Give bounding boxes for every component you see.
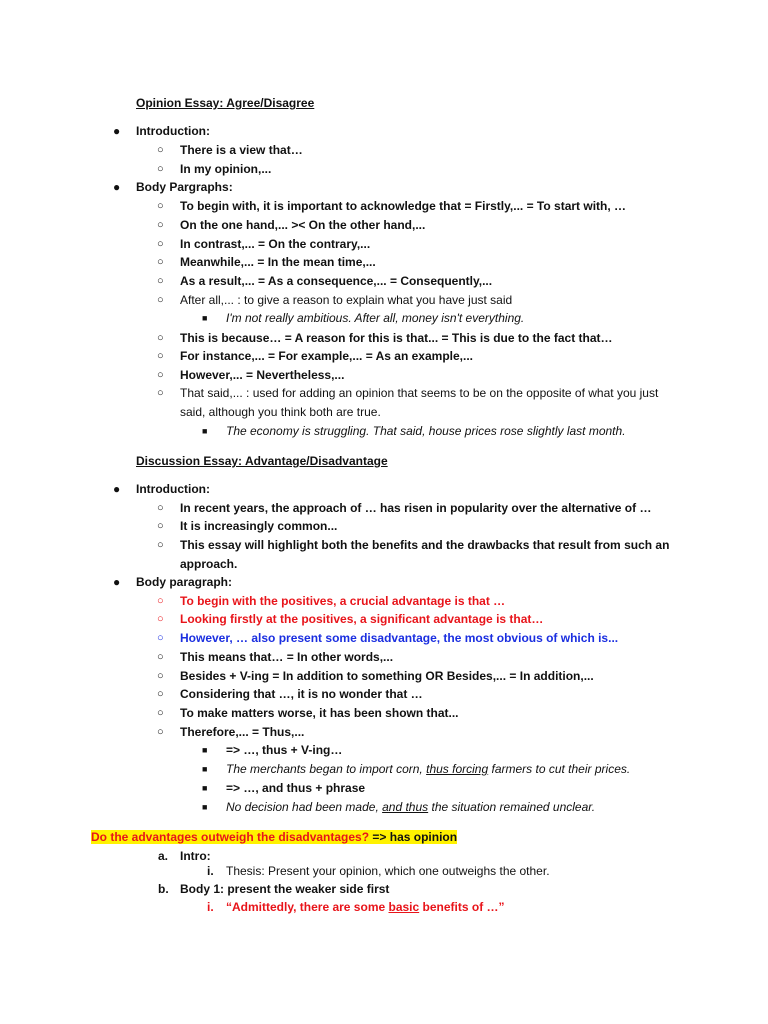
square-bullet-icon: ■ xyxy=(202,783,208,793)
circle-bullet-icon: ○ xyxy=(157,502,164,514)
outline-item-a-i-marker: i. xyxy=(207,864,214,878)
circle-bullet-icon: ○ xyxy=(157,632,164,644)
advantages-heading: Do the advantages outweigh the disadvantages? => has opinion xyxy=(91,830,458,844)
circle-bullet-icon: ○ xyxy=(157,219,164,231)
circle-bullet-icon: ○ xyxy=(157,294,164,306)
circle-bullet-icon: ○ xyxy=(157,520,164,532)
square-bullet-icon: ■ xyxy=(202,764,208,774)
circle-bullet-icon: ○ xyxy=(157,163,164,175)
circle-bullet-icon: ○ xyxy=(157,688,164,700)
outline-item-a-label: Intro: xyxy=(180,849,211,863)
circle-bullet-icon: ○ xyxy=(157,238,164,250)
outline-item-a: a. xyxy=(158,849,169,863)
square-bullet-icon: ■ xyxy=(202,313,208,323)
opinion-essay-heading: Opinion Essay: Agree/Disagree xyxy=(136,96,315,110)
outline-item-a-i: Thesis: Present your opinion, which one outweighs the other. xyxy=(226,864,550,878)
circle-bullet-icon: ○ xyxy=(157,350,164,362)
circle-bullet-icon: ○ xyxy=(157,539,164,551)
outline-item-b-i: “Admittedly, there are some basic benefits of …” xyxy=(226,900,505,914)
circle-bullet-icon: ○ xyxy=(157,144,164,156)
square-bullet-icon: ■ xyxy=(202,426,208,436)
circle-bullet-icon: ○ xyxy=(157,332,164,344)
circle-bullet-icon: ○ xyxy=(157,275,164,287)
outline-item-b: b. xyxy=(158,882,169,896)
outline-item-b-i-marker: i. xyxy=(207,900,214,914)
circle-bullet-icon: ○ xyxy=(157,651,164,663)
circle-bullet-icon: ○ xyxy=(157,613,164,625)
outline-item-b-label: Body 1: present the weaker side first xyxy=(180,882,390,896)
bullet-icon: ● xyxy=(113,180,121,194)
circle-bullet-icon: ○ xyxy=(157,200,164,212)
circle-bullet-icon: ○ xyxy=(157,726,164,738)
circle-bullet-icon: ○ xyxy=(157,256,164,268)
circle-bullet-icon: ○ xyxy=(157,595,164,607)
square-bullet-icon: ■ xyxy=(202,745,208,755)
discussion-essay-heading: Discussion Essay: Advantage/Disadvantage xyxy=(136,454,388,468)
bullet-icon: ● xyxy=(113,575,121,589)
bullet-icon: ● xyxy=(113,124,121,138)
circle-bullet-icon: ○ xyxy=(157,670,164,682)
square-bullet-icon: ■ xyxy=(202,802,208,812)
circle-bullet-icon: ○ xyxy=(157,707,164,719)
circle-bullet-icon: ○ xyxy=(157,387,164,399)
circle-bullet-icon: ○ xyxy=(157,369,164,381)
bullet-icon: ● xyxy=(113,482,121,496)
